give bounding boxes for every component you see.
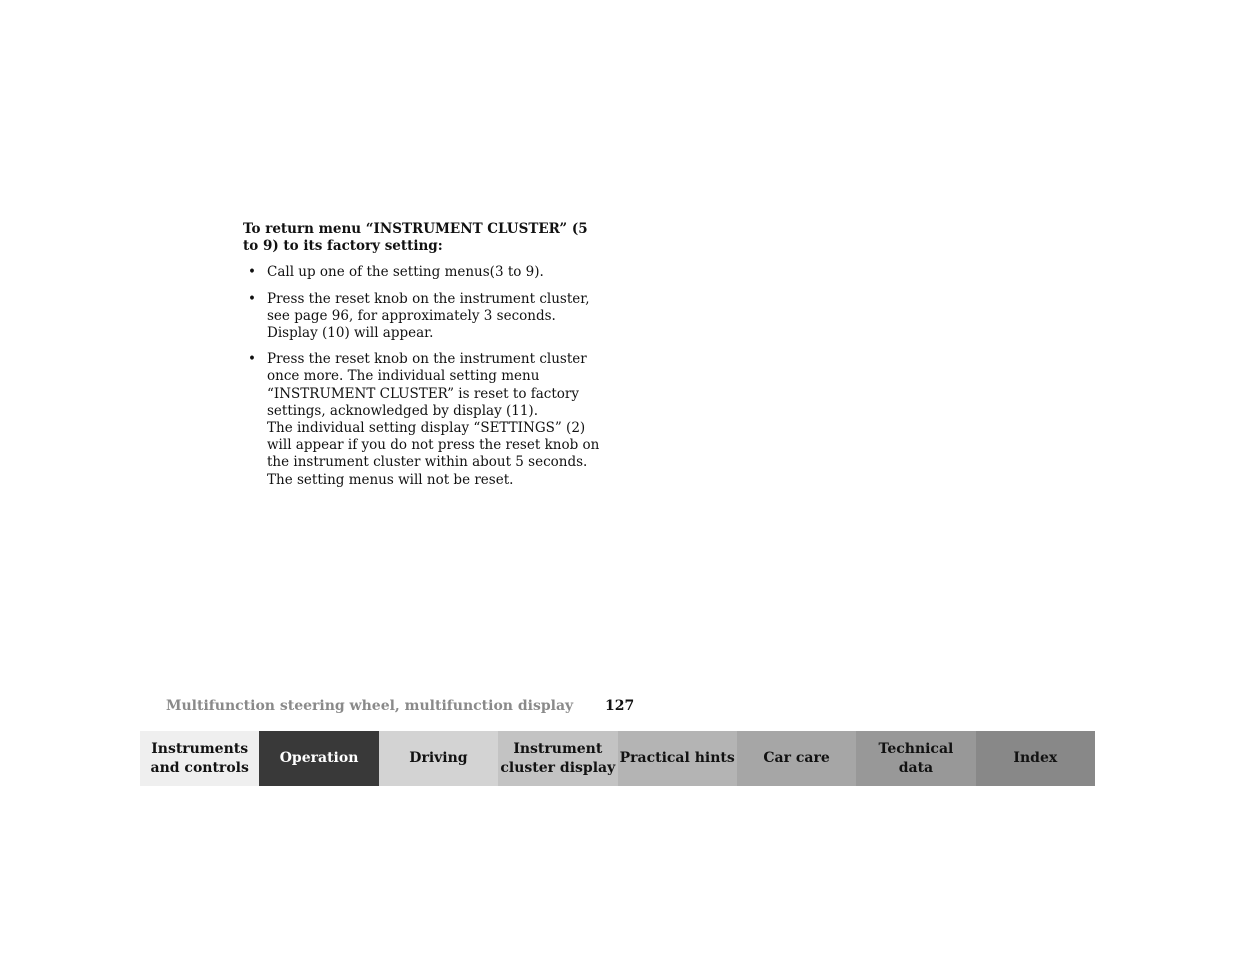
step-text: Press the reset knob on the instrument cluster, see page 96, for approximately 3 seconds. Display (10) will appear. <box>267 290 590 342</box>
step-text: Press the reset knob on the instrument cluster once more. The individual setting menu “INSTRUMENT CLUSTER” is reset to factory settings, acknowledged by display (11). <box>267 351 587 419</box>
step-item <box>243 264 605 281</box>
nav-tab-technical-data[interactable]: Technical data <box>856 731 975 786</box>
instruction-section <box>243 221 605 498</box>
bullet-icon: • <box>248 264 256 281</box>
nav-tab-instruments-and-controls[interactable]: Instruments and controls <box>140 731 259 786</box>
step-text: Call up one of the setting menus(3 to 9). <box>267 264 544 281</box>
step-note: The individual setting display “SETTINGS” (2) will appear if you do not press the reset knob on the instrument cluster within about 5 seconds. The setting menus will not be reset. <box>267 420 600 488</box>
nav-tab-instrument-cluster-display[interactable]: Instrument cluster display <box>498 731 617 786</box>
nav-tab-car-care[interactable]: Car care <box>737 731 856 786</box>
section-nav-bar <box>140 731 1095 786</box>
section-heading: To return menu “INSTRUMENT CLUSTER” (5 to 9) to its factory setting: <box>243 221 588 255</box>
bullet-icon: • <box>248 290 256 307</box>
nav-tab-practical-hints[interactable]: Practical hints <box>618 731 737 786</box>
step-item <box>243 291 605 343</box>
nav-tab-operation[interactable]: Operation <box>259 731 378 786</box>
step-item <box>243 351 605 489</box>
page-number: 127 <box>605 698 635 714</box>
chapter-title: Multifunction steering wheel, multifunction display <box>166 698 574 714</box>
nav-tab-index[interactable]: Index <box>976 731 1095 786</box>
bullet-icon: • <box>248 351 256 368</box>
nav-tab-driving[interactable]: Driving <box>379 731 498 786</box>
step-list <box>243 264 605 488</box>
